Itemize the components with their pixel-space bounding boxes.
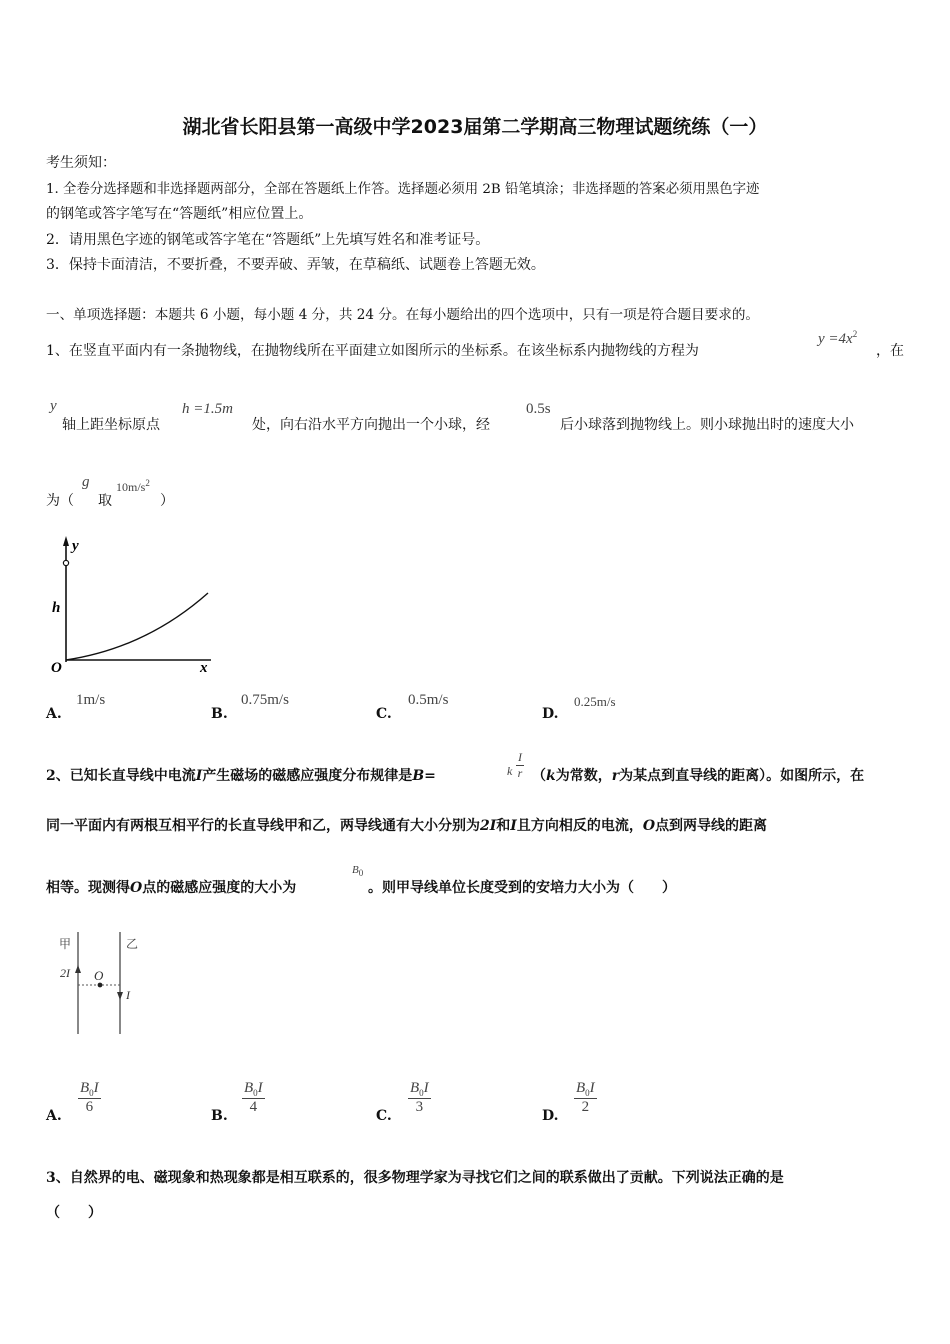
q2-fig-label-jia: 甲	[59, 937, 72, 951]
q1-fig-y-label: y	[72, 538, 79, 554]
notice-item-3: 3．保持卡面清洁，不要折叠，不要弄破、弄皱，在草稿纸、试题卷上答题无效。	[46, 257, 545, 273]
q1-text-line-3a: 为（	[46, 493, 74, 509]
q1-y-variable: y	[50, 398, 57, 414]
q1-fig-x-label: x	[200, 660, 208, 676]
q1-text-line-2c: 后小球落到抛物线上。则小球抛出时的速度大小	[560, 417, 854, 433]
q1-parabola-curve	[66, 593, 208, 660]
q1-text-line-2b: 处，向右沿水平方向抛出一个小球，经	[252, 417, 490, 433]
q2-option-a-fraction: $\frac{B_0I}{6}$	[80, 1080, 99, 1115]
q2-text-line-3c: 。则甲导线单位长度受到的安培力大小为（ ）	[368, 880, 676, 896]
q2-text-line-1-end: （k为常数，r为某点到直导线的距离）。如图所示，在	[532, 768, 865, 784]
q2-option-b-fraction: $\frac{B_0I}{4}$	[244, 1080, 263, 1115]
notice-item-2: 2．请用黑色字迹的钢笔或答字笔在“答题纸”上先填写姓名和准考证号。	[46, 232, 490, 248]
q1-equation: $y =4x^2$	[818, 329, 858, 347]
notice-item-1-line-2: 的钢笔或答字笔写在“答题纸”相应位置上。	[46, 206, 313, 222]
q2-option-c-fraction: $\frac{B_0I}{3}$	[410, 1080, 429, 1115]
q2-b0-value: $B_0$	[352, 864, 364, 879]
q1-text-line-2a: 轴上距坐标原点	[62, 417, 160, 433]
q2-text-line-2: 同一平面内有两根互相平行的长直导线甲和乙，两导线通有大小分别为2I和I且方向相反的电流，O点到两导线的距离	[46, 818, 768, 834]
q1-option-d-value: 0.25m/s	[574, 694, 616, 709]
q1-fig-h-label: h	[52, 600, 61, 616]
q2-option-a-letter[interactable]: A.	[46, 1108, 62, 1124]
q2-right-current-arrow	[117, 992, 123, 1000]
q1-y-axis-arrow	[63, 536, 69, 546]
q1-parabola-figure	[46, 530, 226, 680]
notice-item-1-line-1: 1. 全卷分选择题和非选择题两部分，全部在答题纸上作答。选择题必须用 2B 铅笔填涂；非选择题的答案必须用黑色字迹	[46, 182, 760, 197]
q1-g-variable: g	[82, 474, 90, 490]
q2-option-b-letter[interactable]: B.	[211, 1108, 228, 1124]
section-heading: 一、单项选择题：本题共 6 小题，每小题 4 分，共 24 分。在每小题给出的四个选项中，只有一项是符合题目要求的。	[46, 307, 760, 323]
q1-text-line-1a: 1、在竖直平面内有一条抛物线，在抛物线所在平面建立如图所示的坐标系。在该坐标系内抛物线的方程为	[46, 343, 699, 359]
q2-fig-o-label: O	[94, 968, 104, 983]
q2-text-line-1: 2、已知长直导线中电流I产生磁场的磁感应强度分布规律是B=	[46, 768, 436, 784]
notice-heading: 考生须知：	[46, 155, 116, 171]
q1-time-value: 0.5s	[526, 401, 551, 417]
q1-launch-point	[63, 560, 68, 565]
q2-wires-figure	[50, 928, 160, 1040]
q1-h-equation: h =1.5m	[182, 401, 233, 417]
q1-text-line-3b: 取	[98, 493, 112, 509]
q1-option-c-letter[interactable]: C.	[376, 706, 392, 722]
q3-text-line-2: （ ）	[46, 1205, 102, 1221]
q1-option-b-letter[interactable]: B.	[211, 706, 228, 722]
q2-option-d-fraction: $\frac{B_0I}{2}$	[576, 1080, 595, 1115]
q1-fig-o-label: O	[51, 660, 62, 676]
q2-left-current-arrow	[75, 965, 81, 973]
q1-option-c-value: 0.5m/s	[408, 692, 449, 708]
q1-option-d-letter[interactable]: D.	[542, 706, 559, 722]
q2-k-variable: k	[507, 764, 513, 778]
q2-text-line-3a: 相等。现测得O点的磁感应强度的大小为	[46, 880, 297, 896]
q1-g-value: $10m/s^2$	[116, 478, 150, 494]
q1-option-a-letter[interactable]: A.	[46, 706, 62, 722]
q2-point-o	[98, 983, 103, 988]
q1-text-line-3c: ）	[160, 493, 174, 509]
q2-i-over-r-fraction: $\frac{I}{r}$	[517, 750, 523, 780]
q2-fig-label-yi: 乙	[126, 937, 139, 951]
q2-option-d-letter[interactable]: D.	[542, 1108, 559, 1124]
q2-fig-current-2i: 2I	[60, 966, 70, 980]
q2-option-c-letter[interactable]: C.	[376, 1108, 392, 1124]
q1-text-line-1b: ，在	[876, 343, 904, 359]
q3-text-line-1: 3、自然界的电、磁现象和热现象都是相互联系的，很多物理学家为寻找它们之间的联系做出了贡献。下列说法正确的是	[46, 1170, 784, 1186]
q2-fig-current-i: I	[126, 988, 130, 1002]
page-title: 湖北省长阳县第一高级中学2023届第二学期高三物理试题统练（一）	[182, 116, 768, 138]
q1-option-a-value: 1m/s	[76, 692, 106, 708]
q1-option-b-value: 0.75m/s	[241, 692, 289, 708]
